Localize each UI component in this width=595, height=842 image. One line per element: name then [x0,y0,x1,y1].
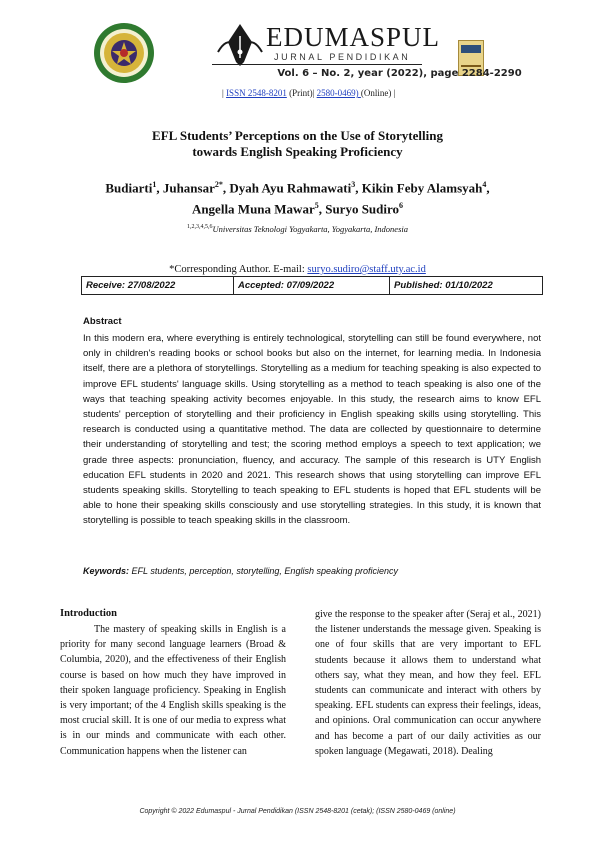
accepted-date: Accepted: 07/09/2022 [234,277,390,294]
dates-table [81,276,543,295]
issn-print-link[interactable]: ISSN 2548-8201 [226,88,287,98]
keywords: Keywords: EFL students, perception, storytelling, English speaking proficiency [83,566,398,576]
body-column-left: The mastery of speaking skills in English is a priority for many second language learners (Broad & Columbia, 2020), and the effectiveness of their English course is based on how much they have improved in their spoken language proficiency. Speaking in English is very important; of the 4 English skills speaking is the most crucial skill. It is one of our media to express what is in our minds and communicate with each other. Communication happens when the listener can [60,624,286,757]
corresponding-author: *Corresponding Author. E-mail: suryo.sudiro@staff.uty.ac.id [169,264,426,275]
received-date: Receive: 27/08/2022 [82,277,234,294]
journal-title: EDUMASPUL [266,22,441,52]
introduction-heading: Introduction [60,608,117,619]
volume-info: Vol. 6 – No. 2, year (2022), page 2284-2290 [277,68,522,79]
affiliation: $^{1,2,3,4,5,6}$Universitas Teknologi Yogyakarta, Yogyakarta, Indonesia [186,224,408,234]
published-date: Published: 01/10/2022 [394,280,493,291]
pen-nib-icon [214,22,266,68]
corresponding-email-link[interactable]: suryo.sudiro@staff.uty.ac.id [307,264,426,275]
issn-online-link[interactable]: 2580-0469) [316,88,361,98]
copyright-footer: Copyright © 2022 Edumaspul - Jurnal Pendidikan (ISSN 2548-8201 (cetak); (ISSN 2580-0469 (online) [139,808,456,815]
issn-line: | ISSN 2548-8201 (Print)| 2580-0469) (Online) | [222,88,396,98]
body-column-right: give the response to the speaker after (Seraj et al., 2021) the listener understands the message given. Speaking is one of four skills that are very important to EFL students because it allows them to understand what others say, what they mean, and how they feel. EFL students can communicate and interact with others by speaking. EFL students can express their feelings, ideas, and opinions. Oral communication can occur anywhere and has become a part of our daily activities as our spoken language (Megawati, 2018). Dealing [315,609,541,757]
brand-divider [212,64,422,65]
journal-subtitle: JURNAL PENDIDIKAN [274,52,411,62]
abstract-text: In this modern era, where everything is entirely technological, storytelling can still be found everywhere, not only in children's reading books or school books but also on the internet, for learning media. In Indonesia itself, there are a plethora of storytellings. Storytelling as a medium for teaching speaking is also expected to improve EFL students' language skills. Using storytelling as a method to teach speaking is also one of the ways that teaching speaking activity becomes enjoyable. In this study, the research aims to know EFL students' perception of storytelling and their proficiency in English speaking skills using storytelling. This research is conducted using a quantitative method. The data are collected by questionnaire to determine their understanding of storytelling and test; the scoring method employs a speech to text application; we grade three aspects: pronunciation, fluency, and accuracy. The sample of this research is UTY English education EFL students in 2020 and 2021. This research shows that using storytelling can improve EFL students speaking skills. Storytelling to teach speaking to EFL students is hoped that EFL students will be able to hone their speaking skills consciously and use storytelling strategies. In this study, it is known that storytelling is possible to teach speaking skills in the classroom. [83,333,541,527]
abstract-heading: Abstract [83,316,122,327]
paper-title: EFL Students’ Perceptions on the Use of Storytelling towards English Speaking Proficiency [152,128,443,159]
author-list: Budiarti$^1$, Juhansar$^{2*}$, Dyah Ayu Rahmawati$^3$, Kikin Feby Alamsyah$^4$, Angella Muna Mawar$^5$, Suryo Sudiro$^6$ [105,180,490,217]
